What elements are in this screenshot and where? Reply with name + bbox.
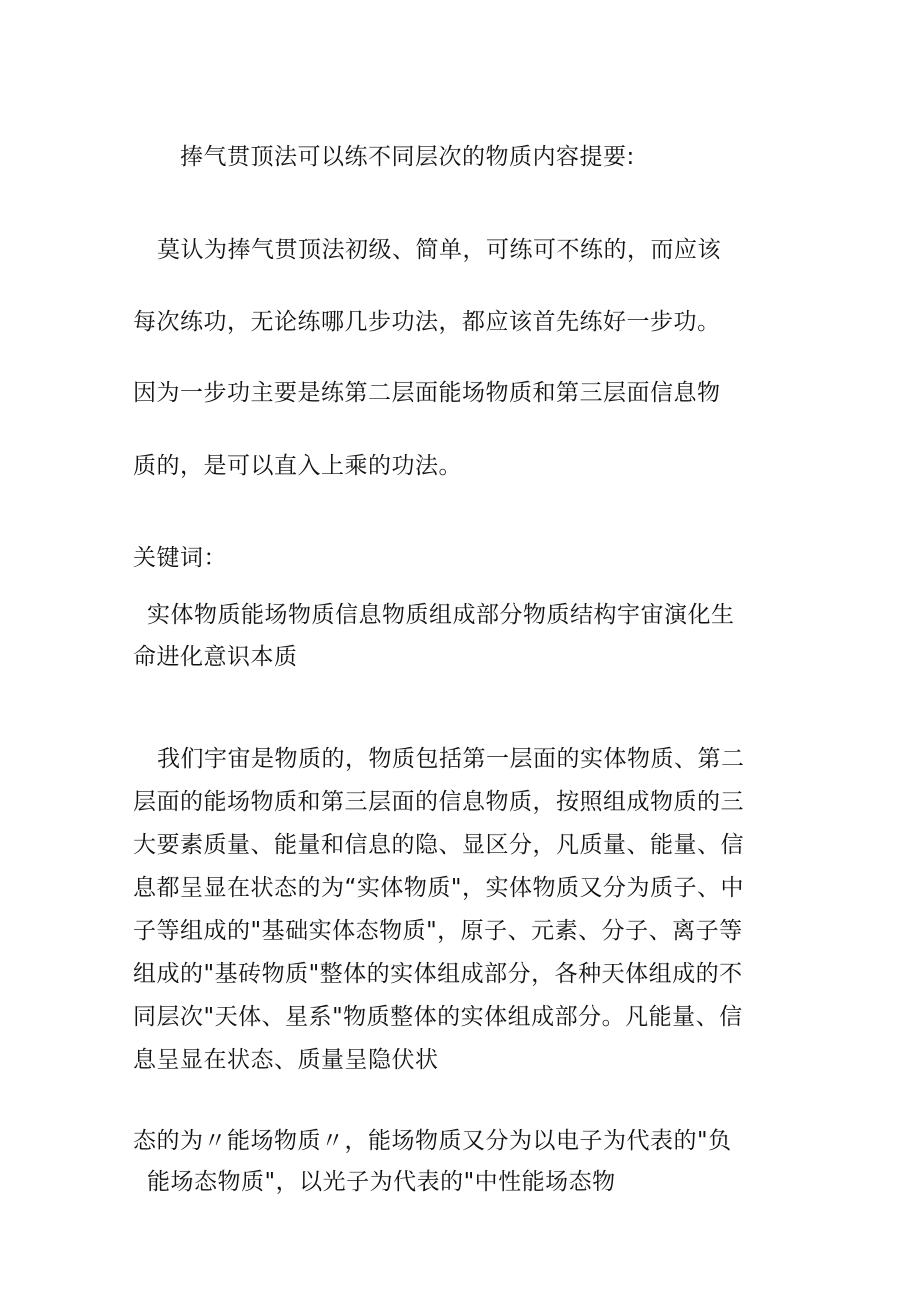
summary-line: 莫认为捧气贯顶法初级、简单，可练可不练的，而应该 (157, 237, 721, 263)
keywords-label: 关键词： (133, 545, 227, 571)
keywords-line: 命进化意识本质 (133, 644, 298, 670)
body-line: 息呈显在状态、质量呈隐伏状 (133, 1047, 439, 1073)
page-title: 捧气贯顶法可以练不同层次的物质内容提要: (180, 144, 635, 170)
summary-line: 质的，是可以直入上乘的功法。 (133, 453, 462, 479)
keywords-line: 实体物质能场物质信息物质组成部分物质结构宇宙演化生 (147, 602, 735, 628)
summary-line: 每次练功，无论练哪几步功法，都应该首先练好一步功。 (133, 309, 721, 335)
body-line: 组成的"基砖物质"整体的实体组成部分，各种天体组成的不 (133, 961, 743, 987)
body-line: 层面的能场物质和第三层面的信息物质，按照组成物质的三 (133, 789, 744, 815)
body-line: 息都呈显在状态的为“实体物质"，实体物质又分为质子、中 (133, 875, 744, 901)
body-line: 大要素质量、能量和信息的隐、显区分，凡质量、能量、信 (133, 832, 744, 858)
body-line: 同层次"天体、星系"物质整体的实体组成部分。凡能量、信 (133, 1004, 743, 1030)
summary-line: 因为一步功主要是练第二层面能场物质和第三层面信息物 (133, 380, 721, 406)
body-line: 我们宇宙是物质的，物质包括第一层面的实体物质、第二 (157, 746, 745, 772)
body-line: 子等组成的"基础实体态物质"，原子、元素、分子、离子等 (133, 918, 743, 944)
continuation-line: 态的为〃能场物质〃，能场物质又分为以电子为代表的"负 (133, 1128, 732, 1154)
continuation-line: 能场态物质"，以光子为代表的"中性能场态物 (147, 1169, 616, 1195)
